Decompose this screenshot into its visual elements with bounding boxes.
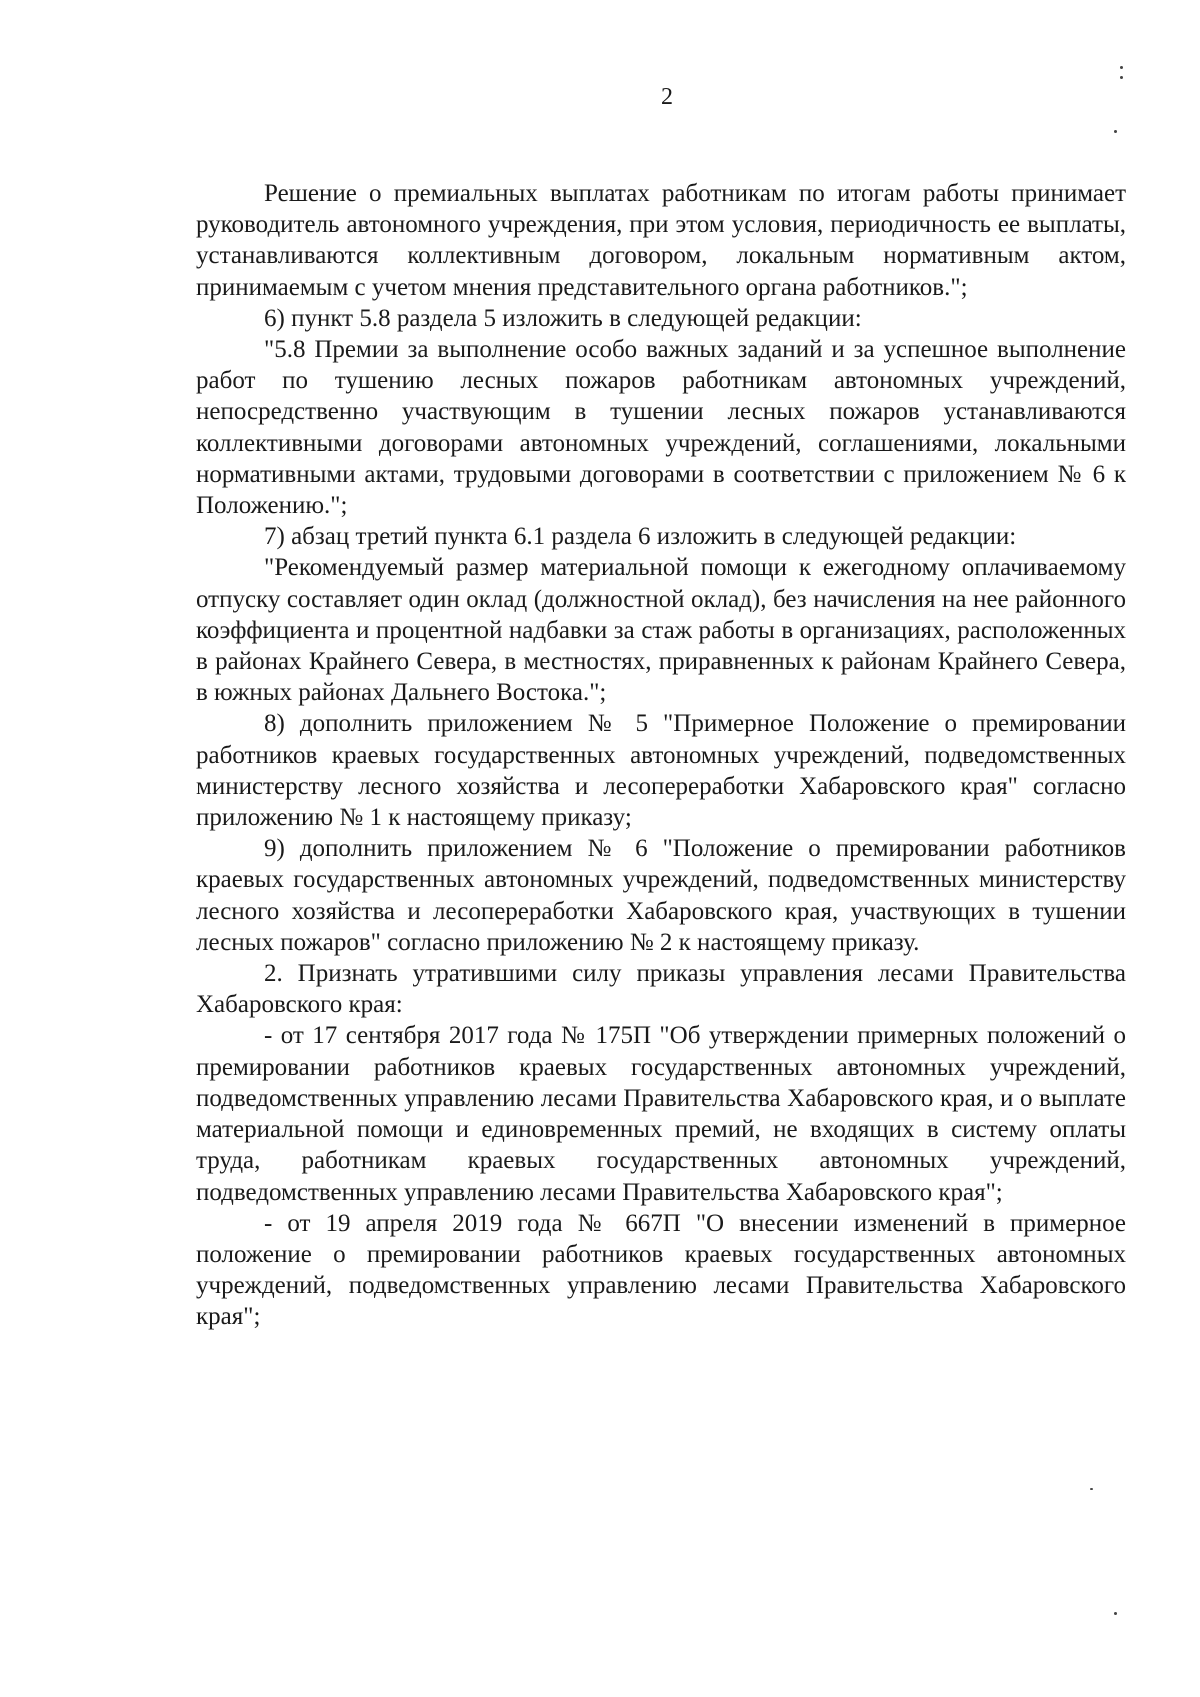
scan-speck xyxy=(1120,66,1123,69)
scan-speck xyxy=(1090,1488,1093,1490)
paragraph-repeal-order-175: - от 17 сентября 2017 года № 175П "Об утверждении примерных положений о премировании работников краевых государственных автономных учреждений, подведомственных управлению лесами Правительства Хабаровского края, и о выплате материальной помощи и единовременных премий, не входящих в систему оплаты труда, работникам краевых государственных автономных учреждений, подведомственных управлению лесами Правительства Хабаровского края"; xyxy=(196,1022,1126,1206)
page-number: 2 xyxy=(661,84,673,110)
paragraph-item-8: 8) дополнить приложением № 5 "Примерное Положение о премировании работников краевых государственных автономных учреждений, подведомственных министерству лесного хозяйства и лесопереработки Хабаровского края" согласно приложению № 1 к настоящему приказу; xyxy=(196,710,1126,832)
paragraph-repeal-order-667: - от 19 апреля 2019 года № 667П "О внесении изменений в примерное положение о премировании работников краевых государственных автономных учреждений, подведомственных управлению лесами Правительства Хабаровского края"; xyxy=(196,1209,1126,1331)
scan-speck xyxy=(1120,76,1123,79)
paragraph-item-7: 7) абзац третий пункта 6.1 раздела 6 изложить в следующей редакции: xyxy=(264,523,1017,551)
paragraph-item-5-8-text: "5.8 Премии за выполнение особо важных заданий и за успешное выполнение работ по тушению лесных пожаров работникам автономных учреждений, непосредственно участвующим в тушении лесных пожаров устанавливаются коллективными договорами автономных учреждений, соглашениями, локальными нормативными актами, трудовыми договорами в соответствии с приложением № 6 к Положению."; xyxy=(196,336,1126,520)
paragraph-item-2-repeal: 2. Признать утратившими силу приказы управления лесами Правительства Хабаровского края: xyxy=(196,960,1126,1019)
scan-speck xyxy=(1114,130,1117,133)
paragraph-material-aid: "Рекомендуемый размер материальной помощи к ежегодному оплачиваемому отпуску составляет один оклад (должностной оклад), без начисления на нее районного коэффициента и процентной надбавки за стаж работы в организациях, расположенных в районах Крайнего Севера, в местностях, приравненных к районам Крайнего Севера, в южных районах Дальнего Востока."; xyxy=(196,554,1126,707)
document-body xyxy=(196,178,1126,1333)
paragraph-item-6: 6) пункт 5.8 раздела 5 изложить в следующей редакции: xyxy=(264,304,862,332)
paragraph-bonus-decision: Решение о премиальных выплатах работникам по итогам работы принимает руководитель автономного учреждения, при этом условия, периодичность ее выплаты, устанавливаются коллективным договором, локальным нормативным актом, принимаемым с учетом мнения представительного органа работников."; xyxy=(196,180,1126,301)
scan-speck xyxy=(1114,1612,1117,1615)
paragraph-item-9: 9) дополнить приложением № 6 "Положение о премировании работников краевых государственных автономных учреждений, подведомственных министерству лесного хозяйства и лесопереработки Хабаровского края, участвующих в тушении лесных пожаров" согласно приложению № 2 к настоящему приказу. xyxy=(196,835,1126,956)
